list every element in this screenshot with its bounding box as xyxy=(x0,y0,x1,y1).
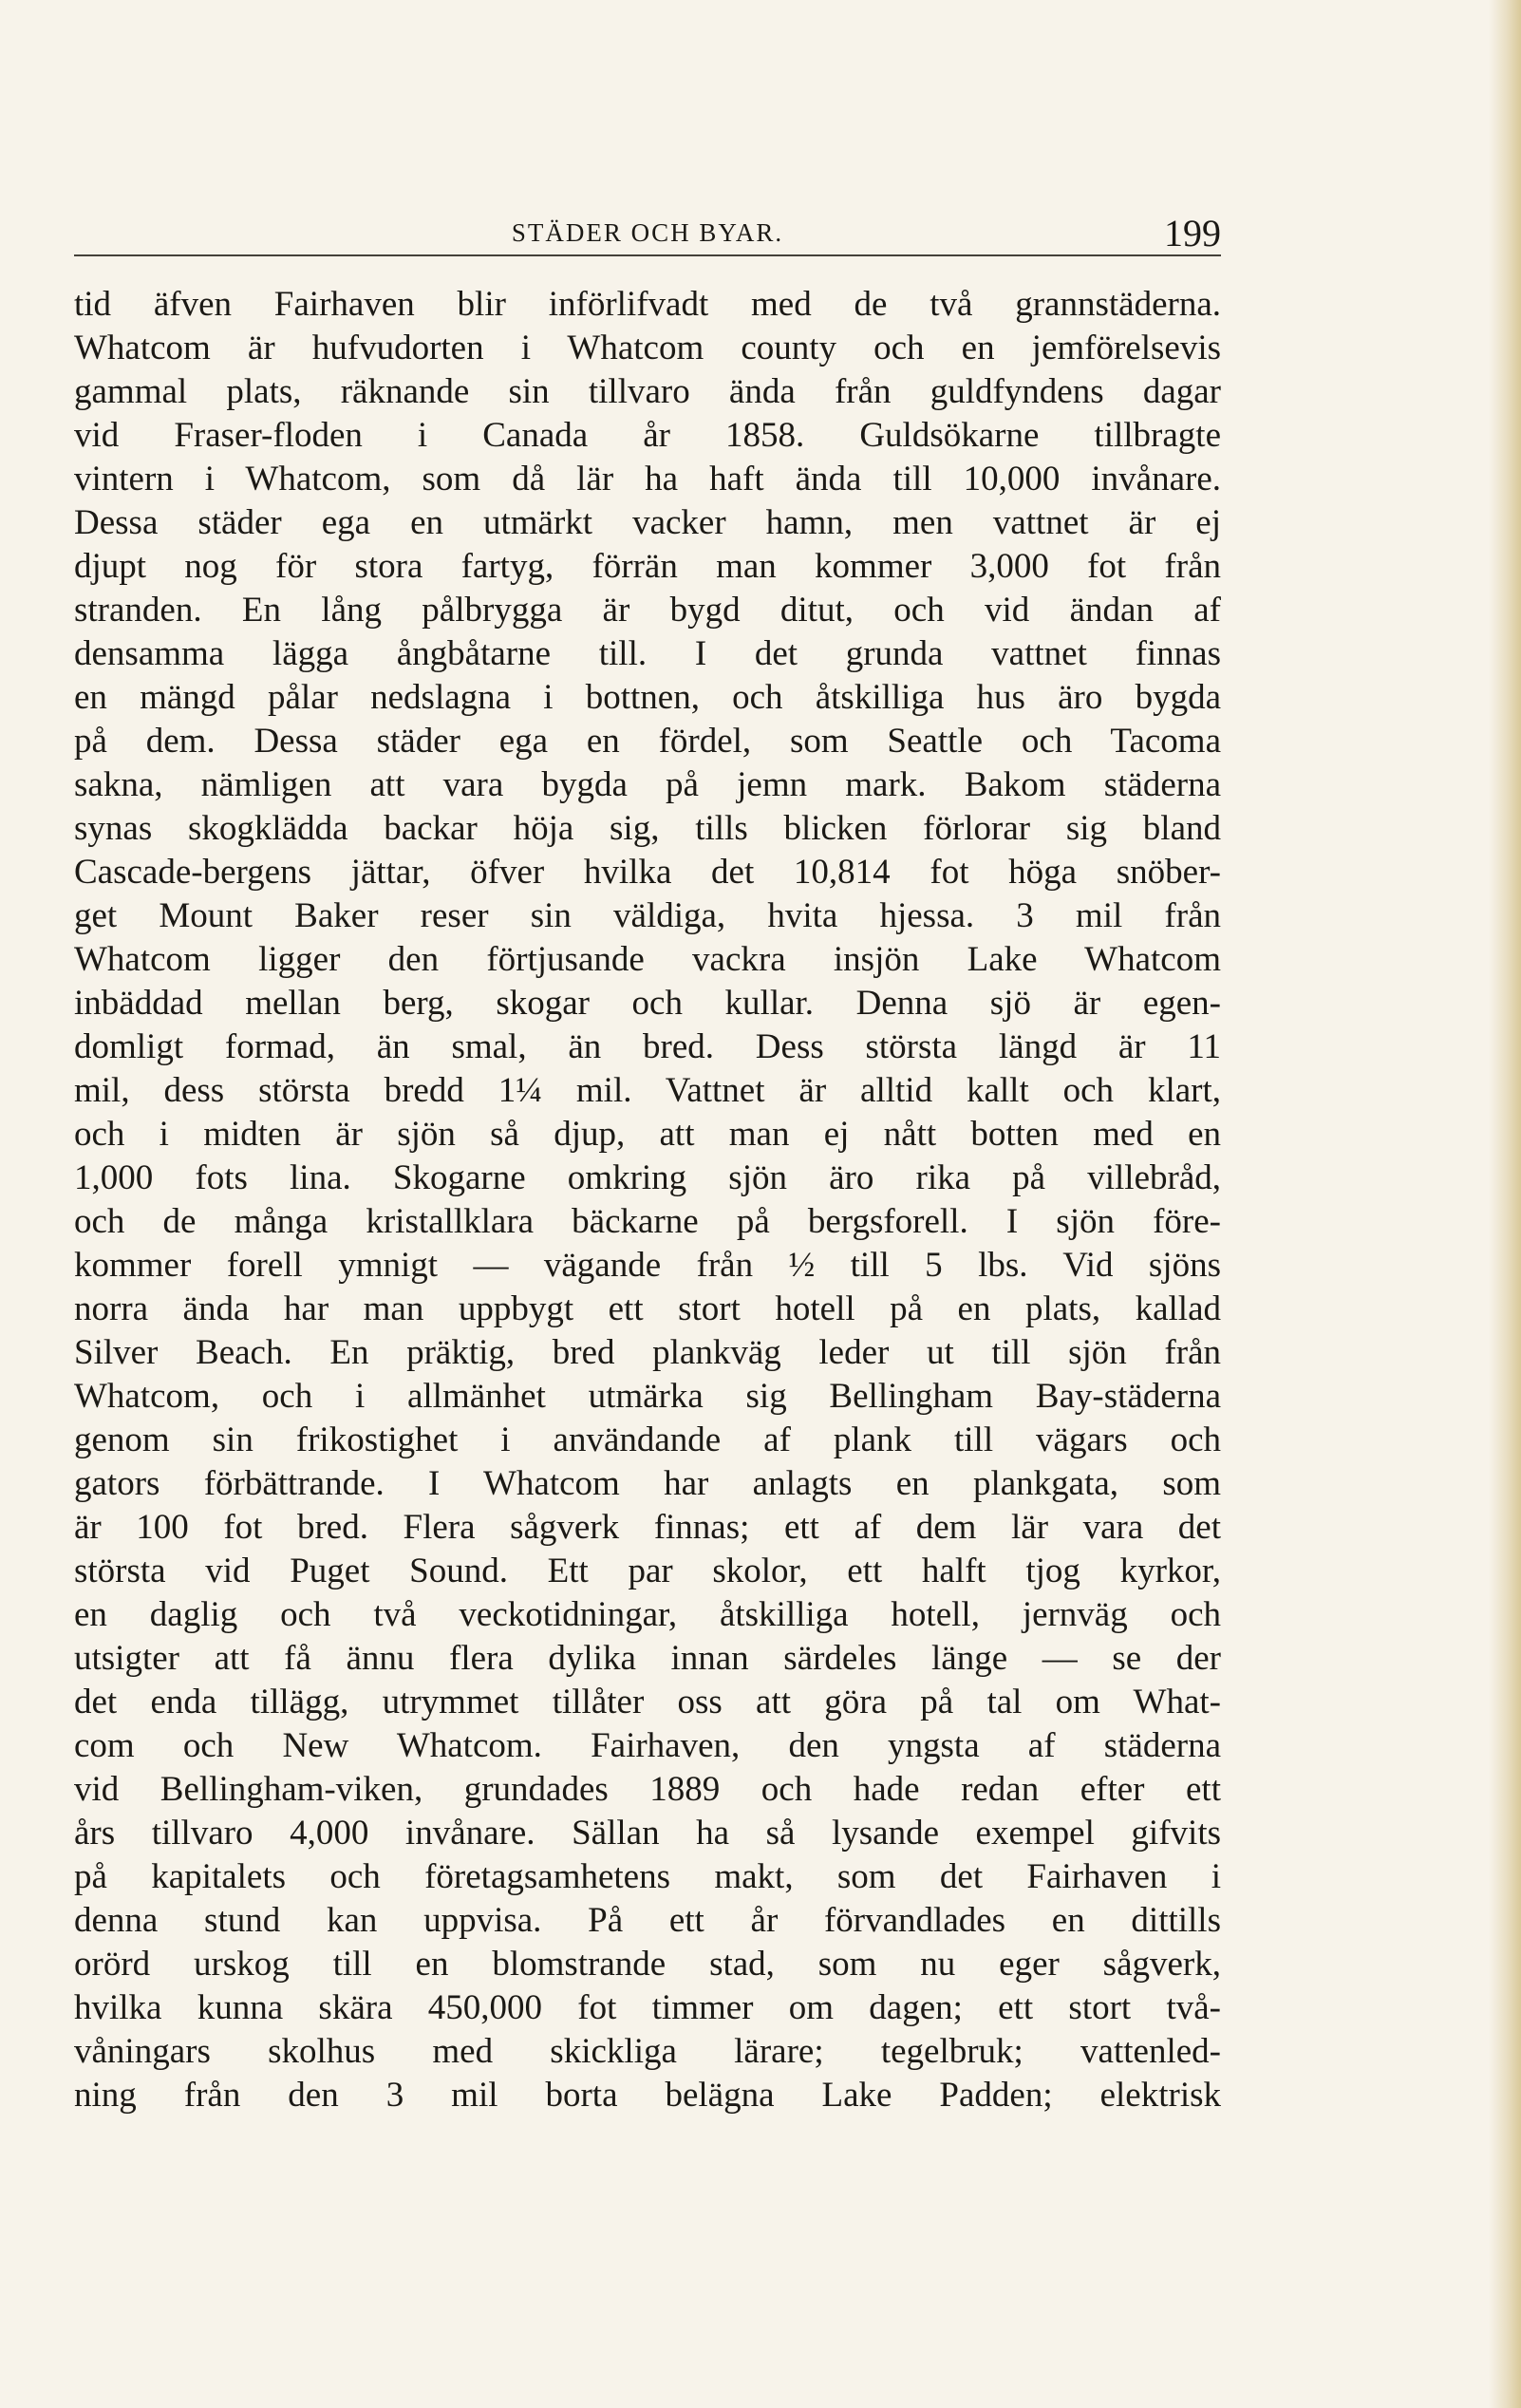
page-number: 199 xyxy=(1164,212,1221,254)
text-line: vid Fraser-floden i Canada år 1858. Guldsökarne tillbragte xyxy=(74,416,1221,455)
text-line: kommer forell ymnigt — vägande från ½ till 5 lbs. Vid sjöns xyxy=(74,1246,1221,1285)
text-line: och de många kristallklara bäckarne på bergsforell. I sjön före- xyxy=(74,1202,1221,1241)
text-line: utsigter att få ännu flera dylika innan särdeles länge — se der xyxy=(74,1639,1221,1678)
text-line: våningars skolhus med skickliga lärare; tegelbruk; vattenled- xyxy=(74,2032,1221,2071)
text-line: synas skogklädda backar höja sig, tills blicken förlorar sig bland xyxy=(74,809,1221,848)
body-text xyxy=(74,283,1221,2117)
text-line: inbäddad mellan berg, skogar och kullar. Denna sjö är egen- xyxy=(74,984,1221,1023)
text-line: tid äfven Fairhaven blir införlifvadt med de två grannstäderna. xyxy=(74,285,1221,324)
text-line: genom sin frikostighet i användande af plank till vägars och xyxy=(74,1420,1221,1459)
text-line: get Mount Baker reser sin väldiga, hvita hjessa. 3 mil från xyxy=(74,896,1221,935)
text-line: gammal plats, räknande sin tillvaro ända från guldfyndens dagar xyxy=(74,372,1221,411)
text-line: stranden. En lång pålbrygga är bygd ditut, och vid ändan af xyxy=(74,591,1221,630)
text-line: är 100 fot bred. Flera sågverk finnas; ett af dem lär vara det xyxy=(74,1508,1221,1547)
text-line: Whatcom, och i allmänhet utmärka sig Bellingham Bay-städerna xyxy=(74,1377,1221,1416)
text-line: djupt nog för stora fartyg, förrän man kommer 3,000 fot från xyxy=(74,547,1221,586)
text-line: Whatcom ligger den förtjusande vackra insjön Lake Whatcom xyxy=(74,940,1221,979)
text-line: densamma lägga ångbåtarne till. I det grunda vattnet finnas xyxy=(74,634,1221,673)
text-line: orörd urskog till en blomstrande stad, som nu eger sågverk, xyxy=(74,1945,1221,1984)
text-line: sakna, nämligen att vara bygda på jemn mark. Bakom städerna xyxy=(74,765,1221,804)
text-line: en mängd pålar nedslagna i bottnen, och åtskilliga hus äro bygda xyxy=(74,678,1221,717)
text-line: största vid Puget Sound. Ett par skolor, ett halft tjog kyrkor, xyxy=(74,1552,1221,1590)
text-line: gators förbättrande. I Whatcom har anlagts en plankgata, som xyxy=(74,1464,1221,1503)
text-line: och i midten är sjön så djup, att man ej nått botten med en xyxy=(74,1115,1221,1154)
text-line: Dessa städer ega en utmärkt vacker hamn, men vattnet är ej xyxy=(74,503,1221,542)
text-line: ning från den 3 mil borta belägna Lake Padden; elektrisk xyxy=(74,2076,1221,2115)
text-line: Cascade-bergens jättar, öfver hvilka det 10,814 fot höga snöber- xyxy=(74,853,1221,892)
running-head: STÄDER OCH BYAR. xyxy=(511,218,784,247)
text-line: hvilka kunna skära 450,000 fot timmer om dagen; ett stort två- xyxy=(74,1988,1221,2027)
text-line: det enda tillägg, utrymmet tillåter oss att göra på tal om What- xyxy=(74,1683,1221,1721)
text-line: vid Bellingham-viken, grundades 1889 och hade redan efter ett xyxy=(74,1770,1221,1809)
header-rule xyxy=(74,254,1221,256)
text-line: på dem. Dessa städer ega en fördel, som Seattle och Tacoma xyxy=(74,722,1221,761)
text-line: mil, dess största bredd 1¼ mil. Vattnet är alltid kallt och klart, xyxy=(74,1071,1221,1110)
text-line: Silver Beach. En präktig, bred plankväg leder ut till sjön från xyxy=(74,1333,1221,1372)
text-line: 1,000 fots lina. Skogarne omkring sjön äro rika på villebråd, xyxy=(74,1158,1221,1197)
text-line: denna stund kan uppvisa. På ett år förvandlades en dittills xyxy=(74,1901,1221,1940)
text-line: Whatcom är hufvudorten i Whatcom county och en jemförelsevis xyxy=(74,329,1221,367)
page-gutter-edge xyxy=(1489,0,1521,2408)
text-line: domligt formad, än smal, än bred. Dess största längd är 11 xyxy=(74,1027,1221,1066)
page-header xyxy=(74,207,1221,256)
text-line: en daglig och två veckotidningar, åtskilliga hotell, jernväg och xyxy=(74,1595,1221,1634)
text-line: com och New Whatcom. Fairhaven, den yngsta af städerna xyxy=(74,1726,1221,1765)
text-line: på kapitalets och företagsamhetens makt, som det Fairhaven i xyxy=(74,1857,1221,1896)
text-line: års tillvaro 4,000 invånare. Sällan ha så lysande exempel gifvits xyxy=(74,1814,1221,1853)
text-line: vintern i Whatcom, som då lär ha haft ända till 10,000 invånare. xyxy=(74,460,1221,499)
text-line: norra ända har man uppbygt ett stort hotell på en plats, kallad xyxy=(74,1289,1221,1328)
